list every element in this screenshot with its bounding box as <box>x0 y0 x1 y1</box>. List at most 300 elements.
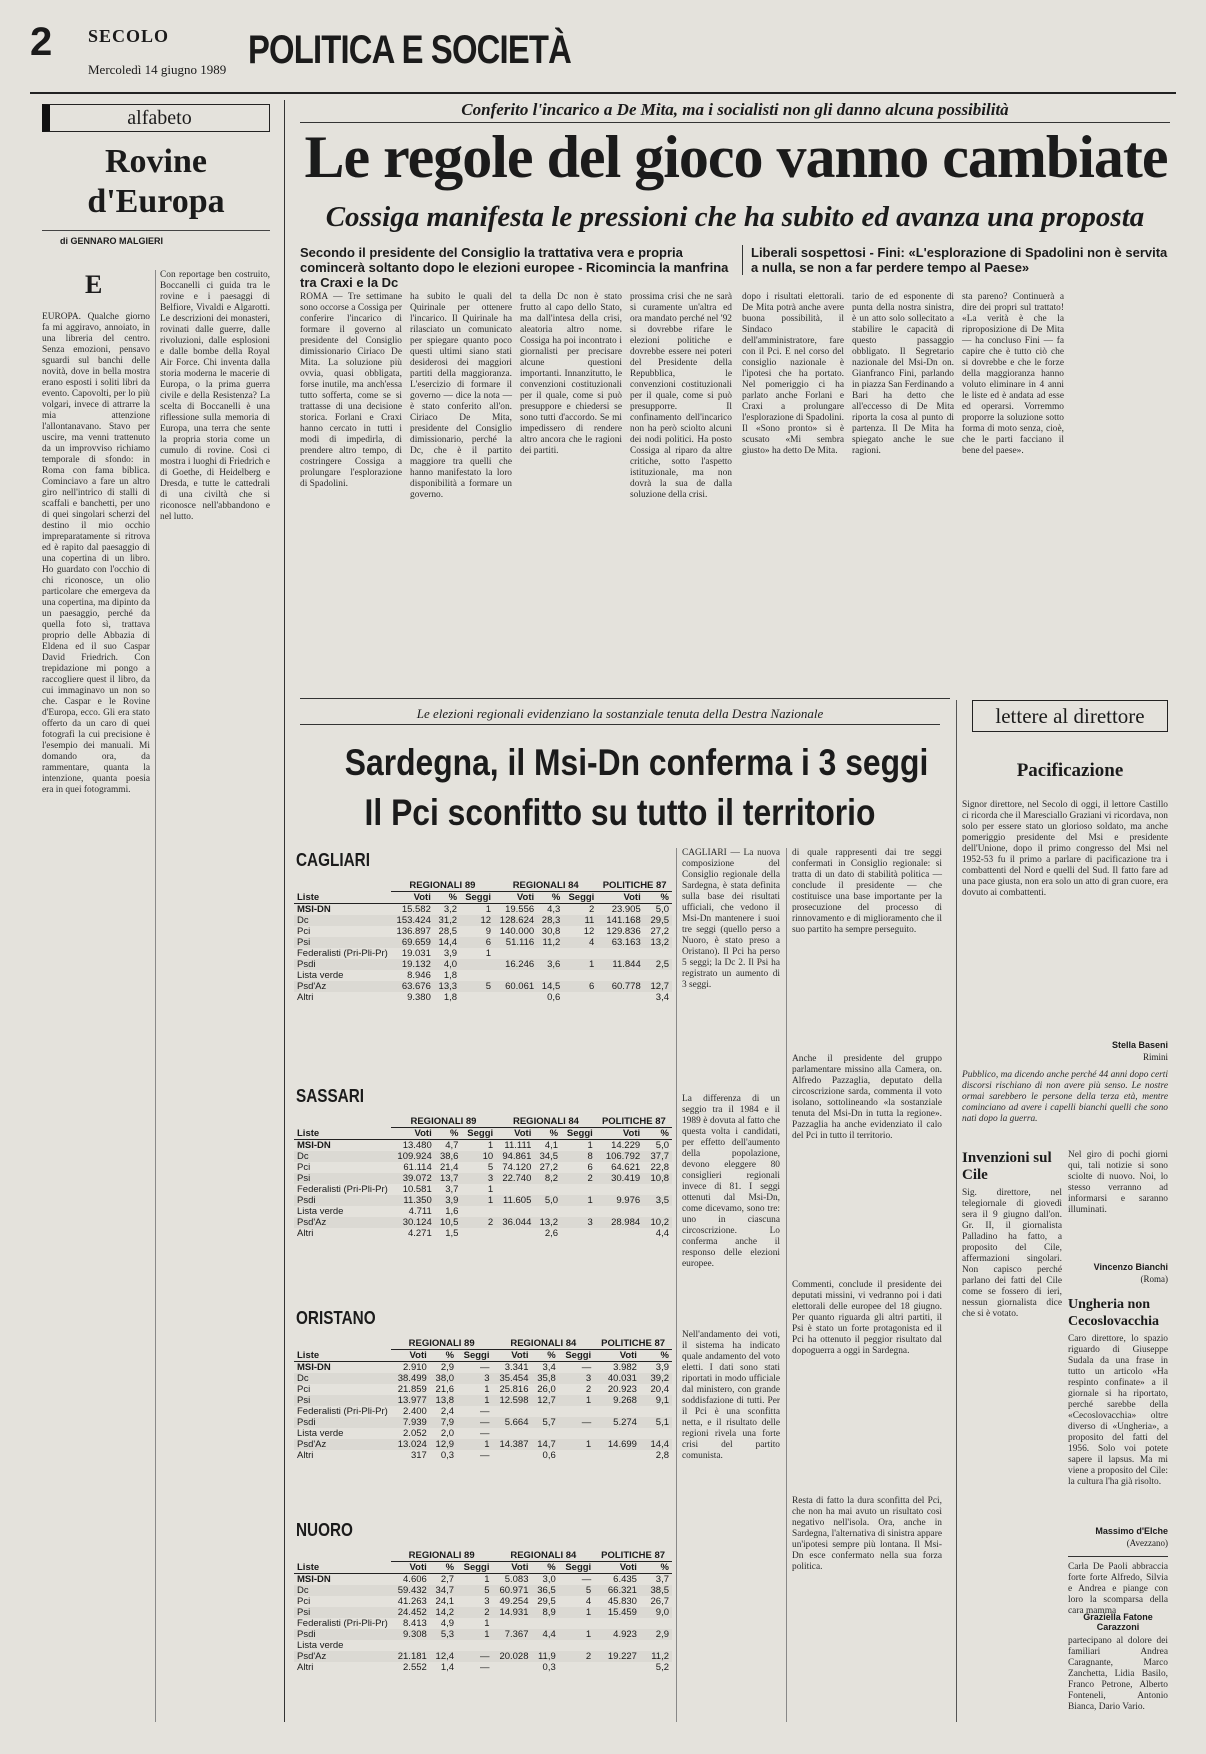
table-cell <box>534 1206 561 1217</box>
table-cell: 2,7 <box>430 1574 457 1586</box>
table-cell: 19.031 <box>401 948 431 959</box>
table-row <box>294 1618 672 1629</box>
table-cell: 64.621 <box>611 1162 641 1173</box>
table-cell: 4,0 <box>434 959 460 970</box>
table-cell: Psi <box>294 1173 391 1184</box>
table-cell: 2,0 <box>440 1428 455 1439</box>
issue-date: Mercoledì 14 giugno 1989 <box>88 62 227 77</box>
table-cell: 12 <box>460 915 494 926</box>
table-cell: Lista verde <box>297 1640 344 1651</box>
table-cell <box>496 1184 534 1195</box>
table-cell: 2,5 <box>644 959 672 970</box>
letter2-text: Sig. direttore, nel telegiornale di giovedì sera il 9 giugno dall'on. Gr. II, il giornalista Palladino ha fatto, a proposito del Cile, affermazioni singolari. Non capisco perché parlano dei fatti del Cile come se fossero di ieri, nessun giornalista dice che si è votato. <box>962 1188 1062 1319</box>
table-cell: 3,4 <box>532 1362 559 1374</box>
table-group-header: POLITICHE 87 <box>594 1338 672 1350</box>
table-column-header: Voti <box>494 892 537 904</box>
table-cell: 10,8 <box>643 1173 672 1184</box>
table-cell <box>563 948 597 959</box>
table-cell <box>537 948 563 959</box>
table-cell: 2,8 <box>655 1450 669 1461</box>
table-row <box>294 959 672 970</box>
table-cell: — <box>559 1574 594 1586</box>
table-cell: 3,9 <box>435 1195 462 1206</box>
table-cell: 1 <box>563 959 597 970</box>
table-cell: 20.923 <box>607 1384 637 1395</box>
table-cell: 12 <box>583 926 595 937</box>
table-cell <box>559 1406 594 1417</box>
table-cell: 22,8 <box>650 1162 669 1173</box>
table-cell: 8.413 <box>403 1618 427 1629</box>
table-cell: 6 <box>563 981 597 992</box>
table-row <box>294 1607 672 1618</box>
table-cell: 41.263 <box>397 1596 427 1607</box>
table-cell: 20.028 <box>493 1651 532 1662</box>
story1-text-col7: sta pareno? Continuerà a dire dei propri sul trattato! «La verità è che la riproposizione di De Mita — ha concluso Fini — fa capire che è tutto ciò che si dovrebbe e che le forze della maggioranza hanno voluto eliminare in 4 anni le liste ed è andata ad esse ed operarsi. Vorremmo proporre la soluzione sotto forma di moto senza, cioè, che le parti facciano il bene del paese». <box>962 292 1064 456</box>
table-cell: 36,5 <box>532 1585 559 1596</box>
table-cell: 14,5 <box>537 981 563 992</box>
table-row <box>294 1428 672 1439</box>
table-row <box>294 1206 672 1217</box>
table-row <box>294 1629 672 1640</box>
table-cell: Lista verde <box>297 1428 344 1439</box>
table-row <box>294 1395 672 1406</box>
table-cell: 9,0 <box>640 1607 672 1618</box>
table-cell: 2 <box>563 904 597 916</box>
table-group-header: REGIONALI 89 <box>391 1338 493 1350</box>
table-cell: 29,5 <box>644 915 672 926</box>
table-cell <box>559 1662 594 1673</box>
table-cell <box>640 1428 672 1439</box>
story1-kicker: Conferito l'incarico a De Mita, ma i socialisti non gli danno alcuna possibilità <box>461 100 1009 119</box>
table-cell: — <box>480 1662 490 1673</box>
table-cell <box>461 1206 496 1217</box>
table-cell: 141.168 <box>597 915 643 926</box>
story2-text-3: Nell'andamento dei voti, il sistema ha indicato quale andamento del voto eletti. I dati sono stati riportati in modo ufficiale dal ministero, con grande soddisfazione di tutti. Per il Pci è una sconfitta netta, e il risultato delle regioni rivela una forte crisi del partito comunista. <box>682 1330 780 1461</box>
story2-text-7: Resta di fatto la dura sconfitta del Pci, che non ha mai avuto un risultato così negativo nell'isola. Ora, anche in Sardegna, l'alternativa di sinistra appare un'ipotesi sempre più lontana. Il Msi-Dn esce confermato nella sua forza politica. <box>792 1496 942 1572</box>
table-cell: Psdi <box>294 959 391 970</box>
table-cell: 4,4 <box>655 1228 669 1239</box>
column-title-line1: Rovine <box>105 143 207 180</box>
table-cell: 14,4 <box>640 1439 672 1450</box>
table-cell: Dc <box>294 1373 391 1384</box>
table-cell: 1 <box>457 1439 492 1450</box>
table-cell: 1 <box>457 1395 492 1406</box>
table-cell: Psdi <box>294 1629 391 1640</box>
table-cell: 36.044 <box>496 1217 534 1228</box>
table-group-header: REGIONALI 84 <box>494 880 597 892</box>
table-cell: 2 <box>559 1651 594 1662</box>
table-cell: 22.740 <box>496 1173 534 1184</box>
table-cell: 63.163 <box>597 937 643 948</box>
table-cell: 5,1 <box>640 1417 672 1428</box>
table-cell <box>461 1228 496 1239</box>
story1-text-col1: ROMA — Tre settimane sono occorse a Cossiga per conferire l'incarico di formare il governo al presidente del Consiglio dimissionario Ciriaco De Mita. La soluzione più ovvia, quasi obbligata, forse inutile, ma anch'essa tutto sofferta, come se si trattasse di una decisione storica. Forlani e Craxi hanno cercato in tutti i modi di impedirla, di prendere altro tempo, di costringere Cossiga a prolungare l'esplorazione di Spadolini. <box>300 292 402 489</box>
table-group-header: REGIONALI 84 <box>493 1550 595 1562</box>
table-cell: Psd'Az <box>294 1439 391 1450</box>
table-cell: 1 <box>461 1195 496 1206</box>
table-cell: 38.499 <box>391 1373 430 1384</box>
table-cell <box>493 1428 532 1439</box>
table-row <box>294 1217 672 1228</box>
table-cell: 11.111 <box>496 1140 534 1152</box>
table-cell: 25.816 <box>499 1384 529 1395</box>
table-column-header: Voti <box>493 1350 532 1362</box>
table-cell: 1 <box>485 948 492 959</box>
table-column-header: % <box>644 892 672 904</box>
notice-rule <box>1068 1556 1168 1557</box>
table-cell: 13,2 <box>644 937 672 948</box>
table-cell: Dc <box>294 1151 391 1162</box>
region-title: ORISTANO <box>296 1308 376 1328</box>
letter3-place: (Avezzano) <box>1126 1538 1168 1548</box>
table-cell <box>494 992 537 1003</box>
table-cell: 8,2 <box>534 1173 561 1184</box>
table-cell: 1 <box>461 1140 496 1152</box>
table-cell <box>643 1206 672 1217</box>
table-row <box>294 1162 672 1173</box>
table-cell <box>563 970 597 981</box>
table-cell: 4 <box>585 1596 592 1607</box>
table-cell: 19.227 <box>594 1651 640 1662</box>
table-cell <box>493 1618 532 1629</box>
table-column-header: % <box>640 1350 672 1362</box>
table-cell: 13,8 <box>430 1395 457 1406</box>
notice-text-2: partecipano al dolore dei familiari Andrea Caragnante, Marco Zanchetta, Lidia Basilo, Franco Petrone, Alberto Fonteneli, Antonio Bianca, Dario Vario. <box>1068 1636 1168 1712</box>
table-cell: 38,6 <box>435 1151 462 1162</box>
table-column-header: Seggi <box>559 1562 594 1574</box>
table-group-header: POLITICHE 87 <box>594 1550 672 1562</box>
results-table <box>294 1116 672 1239</box>
story2-headline-line2: Il Pci sconfitto su tutto il territorio <box>364 792 876 833</box>
table-cell <box>644 948 672 959</box>
table-cell: 1 <box>559 1395 594 1406</box>
table-cell: Psd'Az <box>294 1217 391 1228</box>
table-row <box>294 981 672 992</box>
table-cell <box>559 1450 594 1461</box>
story1-text-col2: ha subito le quali del Quirinale per ottenere l'incarico. Il Quirinale ha rilasciato un comunicato per spiegare quanto poco questi ultimi siano stati desiderosi dei maggiori partiti della maggioranza. L'esercizio di formare il governo — dice la nota — è stato conferito all'on. Ciriaco De Mita, presidente del Consiglio dimissionario, perché la Dc, che è il partito maggiore tra quelli che hanno manifestato la loro disponibilità a formare un governo. <box>410 292 512 500</box>
table-cell: 74.120 <box>502 1162 532 1173</box>
table-group-header: REGIONALI 89 <box>391 880 494 892</box>
table-cell: 61.114 <box>403 1162 432 1173</box>
table-cell: MSI-DN <box>294 1574 391 1586</box>
table-cell: 39.072 <box>391 1173 435 1184</box>
table-cell <box>391 1640 430 1651</box>
table-cell: 21.181 <box>391 1651 430 1662</box>
table-group-header: POLITICHE 87 <box>596 1116 672 1128</box>
table-cell: 7.939 <box>391 1417 430 1428</box>
table-cell: 21,4 <box>439 1162 459 1173</box>
table-column-header: % <box>430 1350 457 1362</box>
table-cell <box>640 1406 672 1417</box>
table-cell: Federalisti (Pri-Pli-Pr) <box>297 1406 388 1417</box>
table-cell: Psd'Az <box>294 1651 391 1662</box>
story1-spacer <box>1072 292 1073 692</box>
table-cell: 2,6 <box>544 1228 559 1239</box>
table-cell <box>460 992 494 1003</box>
story1-deck-left: Secondo il presidente del Consiglio la trattativa vera e propria comincerà soltanto dopo le elezioni europee - Ricomincia la manfrina tra Craxi e la Dc <box>300 245 729 290</box>
table-cell: 4.711 <box>408 1206 432 1217</box>
table-cell: 1 <box>561 1140 596 1152</box>
table-cell: 10 <box>461 1151 496 1162</box>
table-cell: 2.910 <box>391 1362 430 1374</box>
table-cell: — <box>457 1651 492 1662</box>
table-column-header: Voti <box>596 1128 643 1140</box>
table-row <box>294 1228 672 1239</box>
table-cell: 106.792 <box>596 1151 643 1162</box>
table-cell <box>494 970 537 981</box>
table-cell: 1 <box>559 1607 594 1618</box>
table-cell: 1,6 <box>445 1206 459 1217</box>
table-cell <box>594 1450 640 1461</box>
column-author: di GENNARO MALGIERI <box>60 236 163 246</box>
table-column-header: Liste <box>294 1350 391 1362</box>
table-cell: 24.452 <box>391 1607 430 1618</box>
story2-text-5: Anche il presidente del gruppo parlamentare missino alla Camera, on. Alfredo Pazzaglia, deputato della circoscrizione sarda, commenta il voto isolano, sottolineando «la sostanziale tenuta del Msi-Dn in tutta la regione». Pazzaglia ha anche evidenziato il calo del Pci in tutto il territorio. <box>792 1054 942 1141</box>
table-cell: 45.830 <box>607 1596 637 1607</box>
table-cell: 4,1 <box>534 1140 561 1152</box>
table-cell: 35.454 <box>493 1373 532 1384</box>
table-cell: 109.924 <box>391 1151 435 1162</box>
table-cell: 1 <box>457 1629 492 1640</box>
table-cell: 34,7 <box>430 1585 457 1596</box>
table-cell: 8.946 <box>407 970 431 981</box>
table-cell: 1,5 <box>445 1228 459 1239</box>
table-cell: 3 <box>559 1373 594 1384</box>
letter1-reply: Pubblico, ma dicendo anche perché 44 anni dopo certi discorsi rischiano di non avere più senso. Le nostre ormai sarebbero le persone della terza età, mentre cominciano ad avere i capelli bianchi quelli che sono nati dopo la guerra. <box>962 1070 1168 1124</box>
table-cell <box>644 970 672 981</box>
results-table <box>294 1338 672 1461</box>
table-cell: 1 <box>559 1439 594 1450</box>
table-cell: 2 <box>461 1217 496 1228</box>
table-cell: 2.052 <box>403 1428 427 1439</box>
table-cell: — <box>480 1450 490 1461</box>
table-cell: 5 <box>457 1585 492 1596</box>
table-cell: 4,9 <box>440 1618 455 1629</box>
table-cell: 0,6 <box>542 1450 556 1461</box>
table-cell: 1 <box>484 1384 490 1395</box>
table-cell: 5,3 <box>430 1629 457 1640</box>
table-cell: 2 <box>457 1607 492 1618</box>
table-cell: 94.861 <box>496 1151 534 1162</box>
table-cell: 14.699 <box>594 1439 640 1450</box>
table-cell: 5,2 <box>655 1662 669 1673</box>
table-cell: 60.971 <box>493 1585 532 1596</box>
table-cell: 3.341 <box>493 1362 532 1374</box>
table-column-header: % <box>435 1128 462 1140</box>
table-cell: 153.424 <box>391 915 434 926</box>
table-cell: 19.556 <box>494 904 537 916</box>
table-cell: — <box>457 1417 492 1428</box>
story2-divider-1 <box>676 848 677 1722</box>
table-column-header: Liste <box>294 892 391 904</box>
table-cell: 14,4 <box>434 937 460 948</box>
table-cell: 4,7 <box>435 1140 462 1152</box>
results-table <box>294 880 672 1003</box>
table-cell: 1 <box>484 1618 490 1629</box>
table-cell: 128.624 <box>494 915 537 926</box>
table-cell <box>532 1406 559 1417</box>
notice-signature: Graziella Fatone Carazzoni <box>1083 1612 1153 1632</box>
table-row <box>294 1662 672 1673</box>
table-column-header: % <box>434 892 460 904</box>
table-cell <box>532 1640 559 1651</box>
table-cell: 35,8 <box>532 1373 559 1384</box>
table-group-header: REGIONALI 89 <box>391 1550 493 1562</box>
table-cell: 12,9 <box>430 1439 457 1450</box>
table-cell: Psdi <box>294 1195 391 1206</box>
column-text-1: EUROPA. Qualche giorno fa mi aggiravo, annoiato, in una libreria del centro. Senza emozioni, pensavo sguardi sul banchi delle novità, dove in bella mostra erano esposti i soliti libri da evento. Capovolti, per lo più volgari, invece di attrarre la mia attenzione l'allontanavano. Stavo per uscire, ma venni trattenuto da un improvviso richiamo temporale di sfondo: in Roma con fama biblica. Cominciavo a fare un altro giro nell'intrico di stalli di scaffali e banchetti, per uno di quei singolari scherzi del destino il mio occhio impreparatamente si ritrova ed è rapito dal paesaggio di una copertina di un libro. Ho guardato con l'occhio di chi riconosce, un olio particolare che emergeva da una copertina, ma dipinto da un paesaggio, perché da quella foto sì, trattava proprio delle Abbazia di Eldena ed il suo Caspar David Friedrich. Con trepidazione mi pongo a raccogliere quest il libro, da cui immaginavo un non so che. Caspar e le Rovine d'Europa, ecco. Gli era stato offerto da un caro di quei fotografi la cui precisione è l'esempio dei manuali. Mi domando ora, da rammentare, quanta la intenzione, quanta poesia era in quei fotogrammi. <box>42 312 150 795</box>
table-cell: 3,4 <box>655 992 669 1003</box>
table-cell: 20,4 <box>650 1384 669 1395</box>
table-cell: 9,1 <box>640 1395 672 1406</box>
table-cell <box>596 1184 643 1195</box>
table-cell: 2,9 <box>430 1362 457 1374</box>
region-title: SASSARI <box>296 1086 365 1106</box>
table-column-header: Seggi <box>460 892 494 904</box>
table-cell: Altri <box>297 1228 314 1239</box>
table-cell: 14.229 <box>596 1140 643 1152</box>
table-cell: 0,3 <box>542 1662 556 1673</box>
table-cell: 3,7 <box>640 1574 672 1586</box>
table-row <box>294 1373 672 1384</box>
table-cell: Pci <box>297 1596 311 1607</box>
table-cell: 13.977 <box>391 1395 430 1406</box>
letter2-text-cont: Nel giro di pochi giorni qui, tali notizie si sono sciolte di nuovo. Noi, lo stesso verranno ad informarsi e saranno illuminati. <box>1068 1150 1168 1215</box>
letter2-title: Invenzioni sul Cile <box>962 1150 1052 1183</box>
table-column-header: Seggi <box>457 1350 492 1362</box>
story2-divider-2 <box>786 848 787 1722</box>
table-cell: 60.778 <box>597 981 643 992</box>
table-cell: 11.350 <box>391 1195 435 1206</box>
story1-headline: Le regole del gioco vanno cambiate <box>304 124 1168 190</box>
table-column-header: Seggi <box>561 1128 596 1140</box>
table-cell: MSI-DN <box>294 904 391 916</box>
table-cell: Pci <box>297 1162 311 1173</box>
table-cell <box>594 1428 640 1439</box>
table-cell: 31,2 <box>434 915 460 926</box>
table-cell: 5,0 <box>644 904 672 916</box>
table-column-header: Liste <box>294 1562 391 1574</box>
table-cell: 4 <box>563 937 597 948</box>
table-cell: 5 <box>460 981 494 992</box>
table-cell: 30.419 <box>596 1173 643 1184</box>
table-column-header: Voti <box>391 892 434 904</box>
notice-text: Carla De Paoli abbraccia forte forte Alfredo, Silvia e Andrea e piange con loro la scomparsa della cara mamma <box>1068 1562 1168 1616</box>
story2-kicker: Le elezioni regionali evidenziano la sostanziale tenuta della Destra Nazionale <box>416 706 824 721</box>
table-cell <box>597 970 643 981</box>
table-cell <box>460 970 494 981</box>
table-cell: 5,0 <box>643 1140 672 1152</box>
table-group-header: POLITICHE 87 <box>597 880 672 892</box>
table-cell: 9.308 <box>391 1629 430 1640</box>
table-cell: 0,6 <box>547 992 561 1003</box>
table-cell: 14,7 <box>532 1439 559 1450</box>
column-dropcap: E <box>85 270 103 299</box>
table-cell <box>532 1428 559 1439</box>
table-column-header: Voti <box>391 1562 430 1574</box>
table-cell: 16.246 <box>494 959 537 970</box>
table-cell: 9.380 <box>407 992 431 1003</box>
table-cell <box>496 1228 534 1239</box>
table-cell: 59.432 <box>391 1585 430 1596</box>
table-cell: 3,9 <box>443 948 458 959</box>
table-cell <box>596 1206 643 1217</box>
table-cell: 37,7 <box>643 1151 672 1162</box>
table-cell <box>493 1450 532 1461</box>
table-cell: Psi <box>294 1395 391 1406</box>
table-cell: 3,9 <box>640 1362 672 1374</box>
table-cell: 40.031 <box>594 1373 640 1384</box>
table-cell: 34,5 <box>534 1151 561 1162</box>
table-cell: 69.659 <box>391 937 434 948</box>
table-cell: 11,9 <box>532 1651 559 1662</box>
table-cell: 2.552 <box>403 1662 427 1673</box>
table-cell: Federalisti (Pri-Pli-Pr) <box>297 1184 388 1195</box>
table-cell <box>597 992 643 1003</box>
table-cell: Lista verde <box>297 1206 344 1217</box>
table-cell: 13.024 <box>391 1439 430 1450</box>
table-cell: 11.605 <box>496 1195 534 1206</box>
table-cell: Altri <box>297 992 314 1003</box>
story2-text-2: La differenza di un seggio tra il 1984 e il 1989 è dovuta al fatto che questa volta i candidati, per effetto dell'aumento della popolazione, devono eleggere 80 consiglieri regionali invece di 81. I seggi ottenuti dal Msi-Dn, come dicevamo, sono tre: uno in ciascuna circoscrizione. Lo conferma anche il responso delle elezioni europee. <box>682 1094 780 1269</box>
table-cell: 28.984 <box>596 1217 643 1228</box>
table-cell: 11,2 <box>537 937 563 948</box>
letter1-place: Rimini <box>1142 1052 1168 1062</box>
column-title-line2: d'Europa <box>87 183 225 220</box>
table-column-header: Seggi <box>563 892 597 904</box>
letter2-place: (Roma) <box>1140 1274 1168 1284</box>
table-column-header: Voti <box>594 1350 640 1362</box>
story1-text-col6: tario de ed esponente di punta della nostra sinistra, è un atto solo sollecitato a stabilire le capacità di questo passaggio obbligato. Il Segretario nazionale del Msi-Dn on. Gianfranco Fini, parlando in piazza San Ferdinando a Bari ha detto che all'eccesso di De Mita riporta la cosa al punto di partenza. Il De Mita ha spiegato anche le sue ragioni. <box>852 292 954 456</box>
table-cell: 3,7 <box>445 1184 459 1195</box>
table-cell <box>640 1618 672 1629</box>
table-cell: 10,5 <box>435 1217 462 1228</box>
letter2-signature: Vincenzo Bianchi <box>1093 1262 1168 1272</box>
table-cell: 12,7 <box>532 1395 559 1406</box>
table-cell: 8,9 <box>532 1607 559 1618</box>
table-cell: 7.367 <box>493 1629 532 1640</box>
table-row <box>294 904 672 916</box>
table-cell: 24,1 <box>435 1596 455 1607</box>
page-number: 2 <box>30 20 53 64</box>
table-cell: 39,2 <box>640 1373 672 1384</box>
table-cell: 30.124 <box>391 1217 435 1228</box>
table-cell: 6.435 <box>594 1574 640 1586</box>
table-cell: 21.859 <box>397 1384 427 1395</box>
column-divider <box>155 270 156 1722</box>
table-cell: 21,6 <box>435 1384 455 1395</box>
table-cell: 9.268 <box>594 1395 640 1406</box>
table-cell: 5,0 <box>534 1195 561 1206</box>
story1-subhead: Cossiga manifesta le pressioni che ha subito ed avanza una proposta <box>325 201 1145 233</box>
table-cell: 6 <box>460 937 494 948</box>
table-cell: MSI-DN <box>294 1362 391 1374</box>
table-cell <box>430 1640 457 1651</box>
table-cell: — <box>457 1362 492 1374</box>
table-cell: Lista verde <box>297 970 344 981</box>
table-cell: 1 <box>561 1195 596 1206</box>
table-cell <box>534 1184 561 1195</box>
table-cell: 14,2 <box>430 1607 457 1618</box>
table-row <box>294 1184 672 1195</box>
table-cell: Altri <box>297 1450 314 1461</box>
story2-headline-line1: Sardegna, il Msi-Dn conferma i 3 seggi <box>344 742 929 783</box>
table-cell <box>594 1618 640 1629</box>
table-cell <box>594 1640 640 1651</box>
table-row <box>294 1640 672 1651</box>
table-cell: 3 <box>484 1596 490 1607</box>
table-cell: 2,4 <box>440 1406 455 1417</box>
